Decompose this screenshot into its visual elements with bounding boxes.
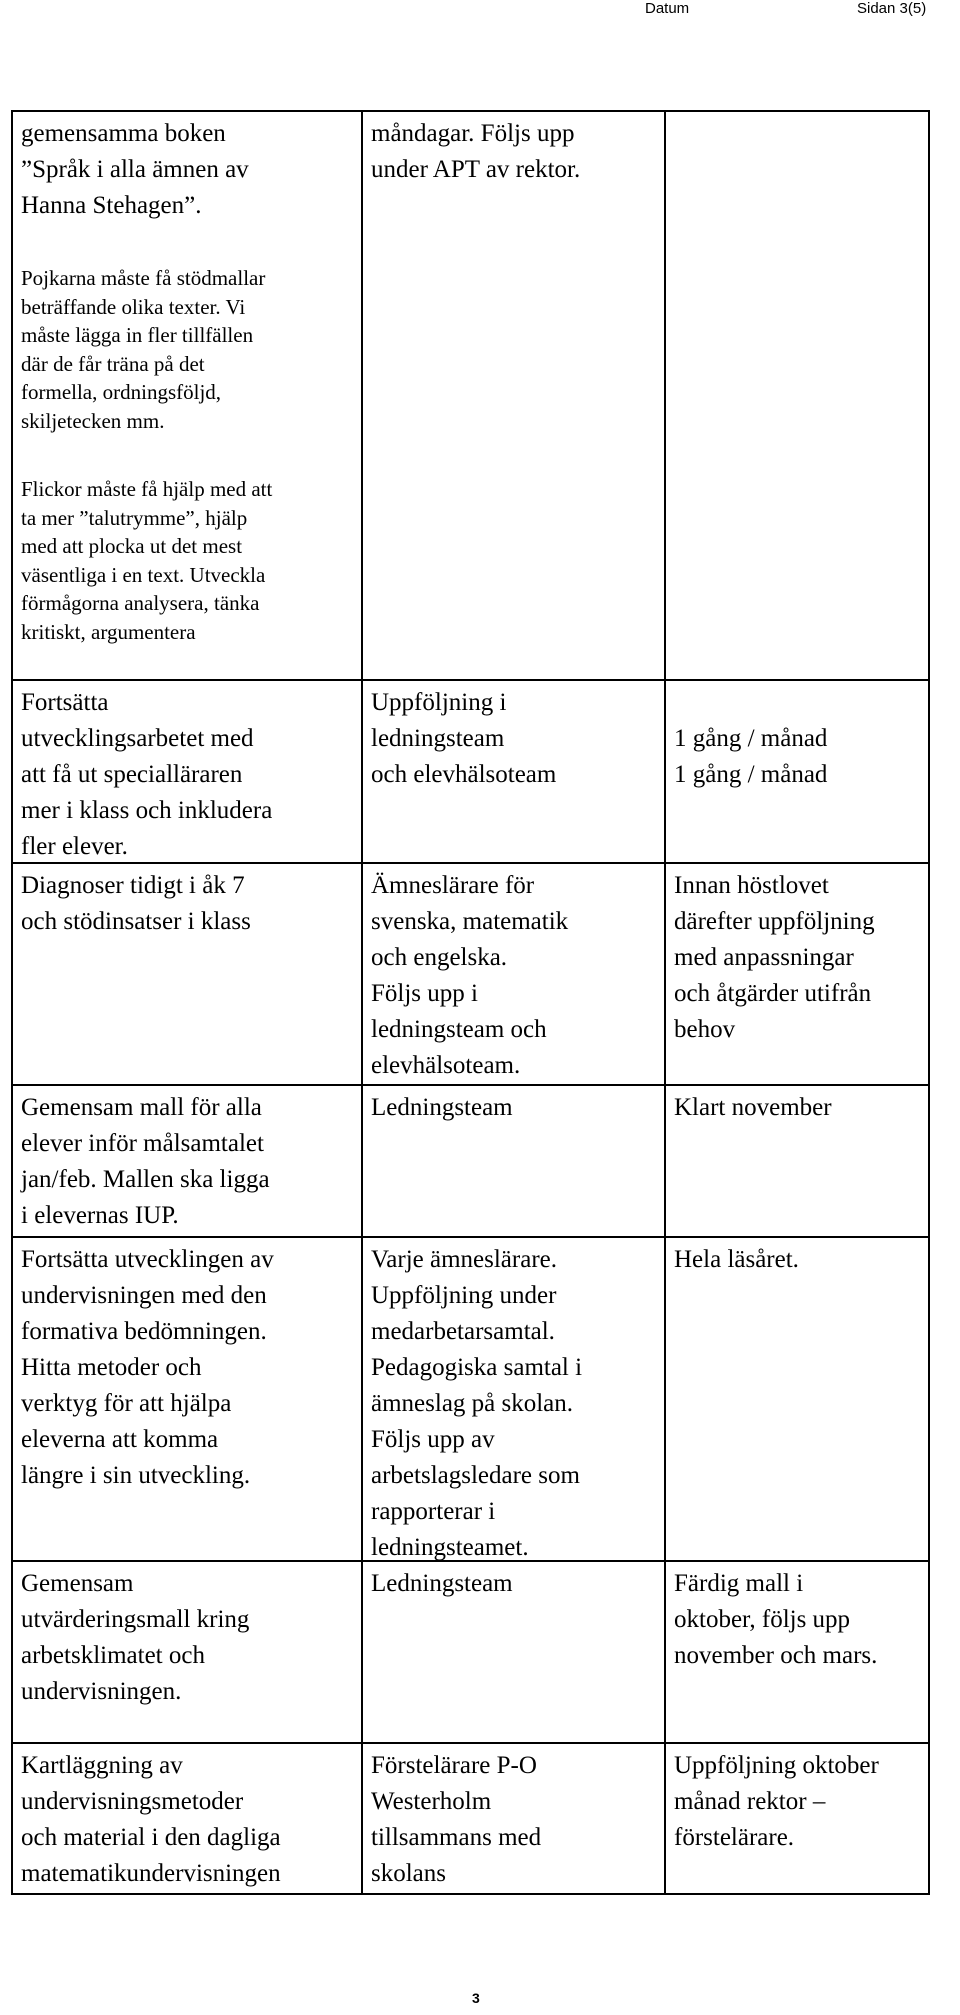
cell-line: ledningsteam och bbox=[371, 1016, 547, 1043]
note-paragraph bbox=[21, 264, 353, 435]
cell-line: därefter uppföljning bbox=[674, 908, 875, 935]
cell-line: förstelärare. bbox=[674, 1824, 795, 1851]
cell-line: kritiskt, argumentera bbox=[21, 619, 196, 644]
cell-line: och engelska. bbox=[371, 944, 508, 971]
cell-line: matematikundervisningen bbox=[21, 1860, 281, 1887]
cell-line: formativa bedömningen. bbox=[21, 1318, 267, 1345]
cell-line: Pojkarna måste få stödmallar bbox=[21, 266, 266, 290]
cell-line: november och mars. bbox=[674, 1642, 878, 1669]
cell-line: elevhälsoteam. bbox=[371, 1052, 521, 1079]
cell-line: behov bbox=[674, 1016, 736, 1043]
cell-line: ämneslag på skolan. bbox=[371, 1390, 574, 1417]
table-row bbox=[13, 1084, 928, 1236]
cell-line: beträffande olika texter. Vi bbox=[21, 294, 246, 319]
cell-line: måndagar. Följs upp bbox=[371, 120, 575, 147]
cell-line: Ämneslärare för bbox=[371, 872, 535, 899]
cell-line: Uppföljning under bbox=[371, 1282, 557, 1309]
cell-line: Ledningsteam bbox=[371, 1570, 513, 1597]
cell-line: Ledningsteam bbox=[371, 1094, 513, 1121]
table-cell-action bbox=[13, 112, 363, 679]
cell-line: med anpassningar bbox=[674, 944, 854, 971]
table-cell-timeline bbox=[666, 681, 928, 862]
table-row bbox=[13, 1560, 928, 1742]
table-cell-timeline bbox=[666, 1086, 928, 1236]
table-cell-action bbox=[13, 864, 363, 1084]
cell-line: att få ut specialläraren bbox=[21, 761, 243, 788]
cell-line: längre i sin utveckling. bbox=[21, 1462, 251, 1489]
cell-line: undervisningsmetoder bbox=[21, 1788, 244, 1815]
cell-line: utvärderingsmall kring bbox=[21, 1606, 250, 1633]
cell-line: eleverna att komma bbox=[21, 1426, 219, 1453]
cell-line: Varje ämneslärare. bbox=[371, 1246, 557, 1273]
cell-line: fler elever. bbox=[21, 833, 128, 860]
header-date-label: Datum bbox=[645, 0, 690, 17]
cell-line: Hitta metoder och bbox=[21, 1354, 202, 1381]
cell-line: Flickor måste få hjälp med att bbox=[21, 477, 273, 501]
cell-line: verktyg för att hjälpa bbox=[21, 1390, 232, 1417]
cell-line: under APT av rektor. bbox=[371, 156, 581, 183]
cell-line: ”Språk i alla ämnen av bbox=[21, 156, 249, 183]
cell-line: där de får träna på det bbox=[21, 351, 205, 376]
cell-line: svenska, matematik bbox=[371, 908, 569, 935]
cell-line: Hanna Stehagen”. bbox=[21, 192, 202, 219]
cell-line: Fortsätta utvecklingen av bbox=[21, 1246, 274, 1273]
cell-line: Följs upp av bbox=[371, 1426, 495, 1453]
header-page-label: Sidan 3(5) bbox=[857, 0, 927, 17]
cell-line: förmågorna analysera, tänka bbox=[21, 591, 260, 615]
table-cell-responsible bbox=[363, 864, 666, 1084]
cell-line: och åtgärder utifrån bbox=[674, 980, 872, 1007]
table-cell-action bbox=[13, 1562, 363, 1742]
table-cell-responsible bbox=[363, 681, 666, 862]
cell-line bbox=[674, 685, 920, 721]
cell-line: Diagnoser tidigt i åk 7 bbox=[21, 872, 245, 899]
table-cell-action bbox=[13, 1086, 363, 1236]
note-paragraph bbox=[21, 475, 353, 646]
table-row bbox=[13, 112, 928, 679]
table-row bbox=[13, 679, 928, 862]
cell-line: och material i den dagliga bbox=[21, 1824, 281, 1851]
cell-line: Pedagogiska samtal i bbox=[371, 1354, 583, 1381]
cell-line: Klart november bbox=[674, 1094, 832, 1121]
table-cell-responsible bbox=[363, 112, 666, 679]
cell-line: Kartläggning av bbox=[21, 1752, 183, 1779]
cell-line: Fortsätta bbox=[21, 689, 109, 716]
cell-line: medarbetarsamtal. bbox=[371, 1318, 555, 1345]
cell-line: Gemensam bbox=[21, 1570, 134, 1597]
cell-line: rapporterar i bbox=[371, 1498, 496, 1525]
table-cell-action bbox=[13, 1744, 363, 1893]
table-cell-action bbox=[13, 1238, 363, 1560]
table-row bbox=[13, 1236, 928, 1560]
table-row bbox=[13, 1742, 928, 1893]
cell-line: 1 gång / månad bbox=[674, 725, 828, 752]
cell-line: Förstelärare P-O bbox=[371, 1752, 537, 1779]
cell-line: skiljetecken mm. bbox=[21, 408, 165, 433]
table-cell-timeline bbox=[666, 1744, 928, 1893]
cell-line: 1 gång / månad bbox=[674, 761, 828, 788]
table-cell-timeline bbox=[666, 1562, 928, 1742]
cell-line: Hela läsåret. bbox=[674, 1246, 799, 1273]
cell-line: Uppföljning i bbox=[371, 689, 507, 716]
cell-line: ta mer ”talutrymme”, hjälp bbox=[21, 505, 248, 530]
cell-line: Följs upp i bbox=[371, 980, 478, 1007]
cell-line: utvecklingsarbetet med bbox=[21, 725, 254, 752]
cell-line: Uppföljning oktober bbox=[674, 1752, 879, 1779]
cell-line: oktober, följs upp bbox=[674, 1606, 851, 1633]
table-cell-responsible bbox=[363, 1238, 666, 1560]
table-row bbox=[13, 862, 928, 1084]
table-cell-timeline bbox=[666, 112, 928, 679]
cell-line: Gemensam mall för alla bbox=[21, 1094, 262, 1121]
table-cell-action bbox=[13, 681, 363, 862]
cell-line: skolans bbox=[371, 1860, 446, 1887]
page-number: 3 bbox=[472, 1990, 480, 2006]
cell-line: Färdig mall i bbox=[674, 1570, 804, 1597]
cell-line: jan/feb. Mallen ska ligga bbox=[21, 1166, 270, 1193]
cell-line: undervisningen. bbox=[21, 1678, 182, 1705]
table-cell-responsible bbox=[363, 1744, 666, 1893]
cell-line: ledningsteam bbox=[371, 725, 505, 752]
table-cell-responsible bbox=[363, 1086, 666, 1236]
table-cell-timeline bbox=[666, 1238, 928, 1560]
cell-line: elever inför målsamtalet bbox=[21, 1130, 264, 1157]
cell-line: med att plocka ut det mest bbox=[21, 534, 243, 558]
cell-line: arbetsklimatet och bbox=[21, 1642, 205, 1669]
table-cell-timeline bbox=[666, 864, 928, 1084]
cell-line: månad rektor – bbox=[674, 1788, 826, 1815]
action-plan-table bbox=[11, 110, 930, 1895]
cell-line: och elevhälsoteam bbox=[371, 761, 557, 788]
cell-line: väsentliga i en text. Utveckla bbox=[21, 562, 266, 587]
cell-line: undervisningen med den bbox=[21, 1282, 267, 1309]
cell-line: formella, ordningsföljd, bbox=[21, 380, 222, 404]
cell-line: mer i klass och inkludera bbox=[21, 797, 273, 824]
cell-line: Westerholm bbox=[371, 1788, 492, 1815]
cell-line: tillsammans med bbox=[371, 1824, 542, 1851]
cell-line: gemensamma boken bbox=[21, 120, 226, 147]
cell-line: måste lägga in fler tillfällen bbox=[21, 323, 254, 347]
table-cell-responsible bbox=[363, 1562, 666, 1742]
cell-line: Innan höstlovet bbox=[674, 872, 829, 899]
cell-line: arbetslagsledare som bbox=[371, 1462, 580, 1489]
cell-line: i elevernas IUP. bbox=[21, 1202, 179, 1229]
cell-line: ledningsteamet. bbox=[371, 1534, 529, 1561]
cell-line: och stödinsatser i klass bbox=[21, 908, 251, 935]
